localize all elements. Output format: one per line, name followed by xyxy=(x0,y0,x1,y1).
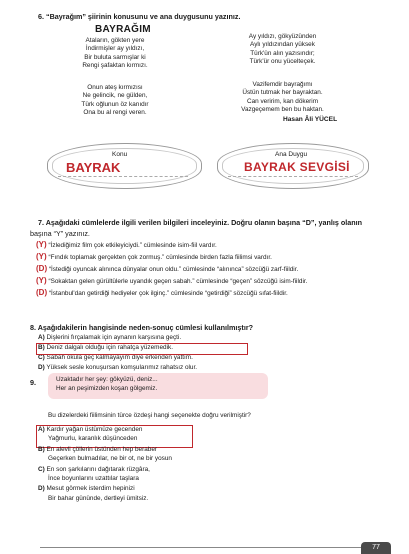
duygu-answer[interactable]: BAYRAK SEVGİSİ xyxy=(244,160,350,174)
q9-option-b[interactable]: B) En alevli çöllerin üstünden hep beraber Geçerken bulmadılar, ne bir ot, ne bir yosun xyxy=(38,445,172,463)
q7-item: (Y) “Sokaktan gelen gürültülerle uyandık geçen sabah.” cümlesinde “geçen” sözcüğü isim-fiildir. xyxy=(36,276,308,285)
konu-answer[interactable]: BAYRAK xyxy=(66,160,121,175)
q6-prompt: 6. “Bayrağım” şiirinin konusunu ve ana duygusunu yazınız. xyxy=(38,12,241,21)
q7-item: (D) “İstediği oyuncak alınınca dünyalar onun oldu.” cümlesinde “alınınca” sözcüğü zarf-fiildir. xyxy=(36,264,299,273)
poem-stanza-1-left: Ataların, gökten yere İndirmişler ay yıldızı, Bir buluta sarmışlar ki Rengi şafaktan kırmızı. xyxy=(82,37,148,70)
duygu-label: Ana Duygu xyxy=(275,151,308,158)
page-number: 77 xyxy=(361,542,391,554)
poem-title: BAYRAĞIM xyxy=(95,24,151,35)
konu-label: Konu xyxy=(112,151,128,158)
q9-number: 9. xyxy=(30,378,36,387)
poem-author: Hasan Âli YÜCEL xyxy=(283,116,338,123)
q8-answer-highlight xyxy=(36,343,248,355)
q8-option-d[interactable]: D) Yüksek sesle konuşursan komşularımız rahatsız olur. xyxy=(38,364,198,371)
q8-prompt: 8. Aşağıdakilerin hangisinde neden-sonuç cümlesi kullanılmıştır? xyxy=(30,323,254,332)
q7-item: (Y) “İzlediğimiz film çok etkileyiciydi.” cümlesinde isim-fiil vardır. xyxy=(36,240,217,249)
q7-mark[interactable]: D xyxy=(38,288,45,297)
q7-prompt: 7. Aşağıdaki cümlelerde ilgili verilen bilgileri inceleyiniz. Doğru olanın başına “D”, yanlış olanın xyxy=(38,218,363,227)
q7-prompt-2: başına “Y” yazınız. xyxy=(30,229,90,238)
duygu-answer-line xyxy=(228,176,358,178)
q7-item-text: “Sokaktan gelen gürültülerle uyandık geçen sabah.” cümlesinde “geçen” sözcüğü isim-fiildir. xyxy=(48,278,308,285)
konu-answer-line xyxy=(58,176,188,178)
q7-mark[interactable]: Y xyxy=(38,240,45,249)
q7-mark[interactable]: Y xyxy=(38,276,45,285)
q9-options xyxy=(38,425,368,503)
q9-option-a[interactable]: A) Kardır yağan üstümüze gecenden Yağmurlu, karanlık düşünceden xyxy=(38,426,143,443)
q7-mark[interactable]: Y xyxy=(38,252,45,261)
q8-option-c[interactable]: C) Sabah okula geç kalmayayım diye erkenden yattım. xyxy=(38,354,193,361)
q7-item-text: “İstediği oyuncak alınınca dünyalar onun oldu.” cümlesinde “alınınca” sözcüğü zarf-fiildir. xyxy=(48,266,299,273)
q7-item-text: “İstanbul'dan getirdiği hediyeler çok ilginç.” cümlesinde “getirdiği” sözcüğü sıfat-fiildir. xyxy=(48,290,288,297)
poem-stanza-1-right: Ay yıldızı, gökyüzünden Aylı yıldızından yüksek Türk'ün alın yazısındır; Türk'ür onu yücelteçek. xyxy=(248,33,317,66)
q9-option-c[interactable]: C) En son şarkılarını dağıtarak rüzgâra, İnce boyunlarını uzattılar taşlara xyxy=(38,465,150,483)
q7-item: (Y) “Fındık toplamak gerçekten çok zormuş.” cümlesinde birden fazla fiilimsi vardır. xyxy=(36,252,272,261)
poem-stanza-2-right: Vazifemdir bayrağımı Üstün tutmak her bayraktan. Can veririm, kan dökerim Vazgeçemem ben bu haktan. xyxy=(241,81,324,114)
q8-option-a[interactable]: A) Dişlerini fırçalamak için aynanın karşısına geçti. xyxy=(38,334,182,341)
q9-prompt: Bu dizelerdeki fiilimsinin türce özdeşi hangi seçenekte doğru verilmiştir? xyxy=(48,412,251,419)
footer-line xyxy=(40,547,389,548)
q8-option-b[interactable]: B) Deniz dalgalı olduğu için rahatça yüzemedik. xyxy=(38,344,173,351)
q9-quote: Uzaktadır her şey: gökyüzü, deniz... Her an peşimizden koşan gölgemiz. xyxy=(56,376,158,392)
q7-item-text: “Fındık toplamak gerçekten çok zormuş.” cümlesinde birden fazla fiilimsi vardır. xyxy=(48,254,272,261)
q7-item-text: “İzlediğimiz film çok etkileyiciydi.” cümlesinde isim-fiil vardır. xyxy=(48,242,217,249)
q9-option-d[interactable]: D) Mesut görmek isterdim hepinizi Bir bahar gününde, dertleyi ümitsiz. xyxy=(38,485,149,502)
poem-stanza-2-left: Onun ateş kırmızısı Ne gelincik, ne gülden, Türk oğlunun öz kanıdır Ona bu al rengi veren. xyxy=(81,84,149,117)
q7-item: (D) “İstanbul'dan getirdiği hediyeler çok ilginç.” cümlesinde “getirdiği” sözcüğü sıfat-fiildir. xyxy=(36,288,288,297)
q7-mark[interactable]: D xyxy=(38,264,45,273)
q7-items xyxy=(36,241,396,301)
